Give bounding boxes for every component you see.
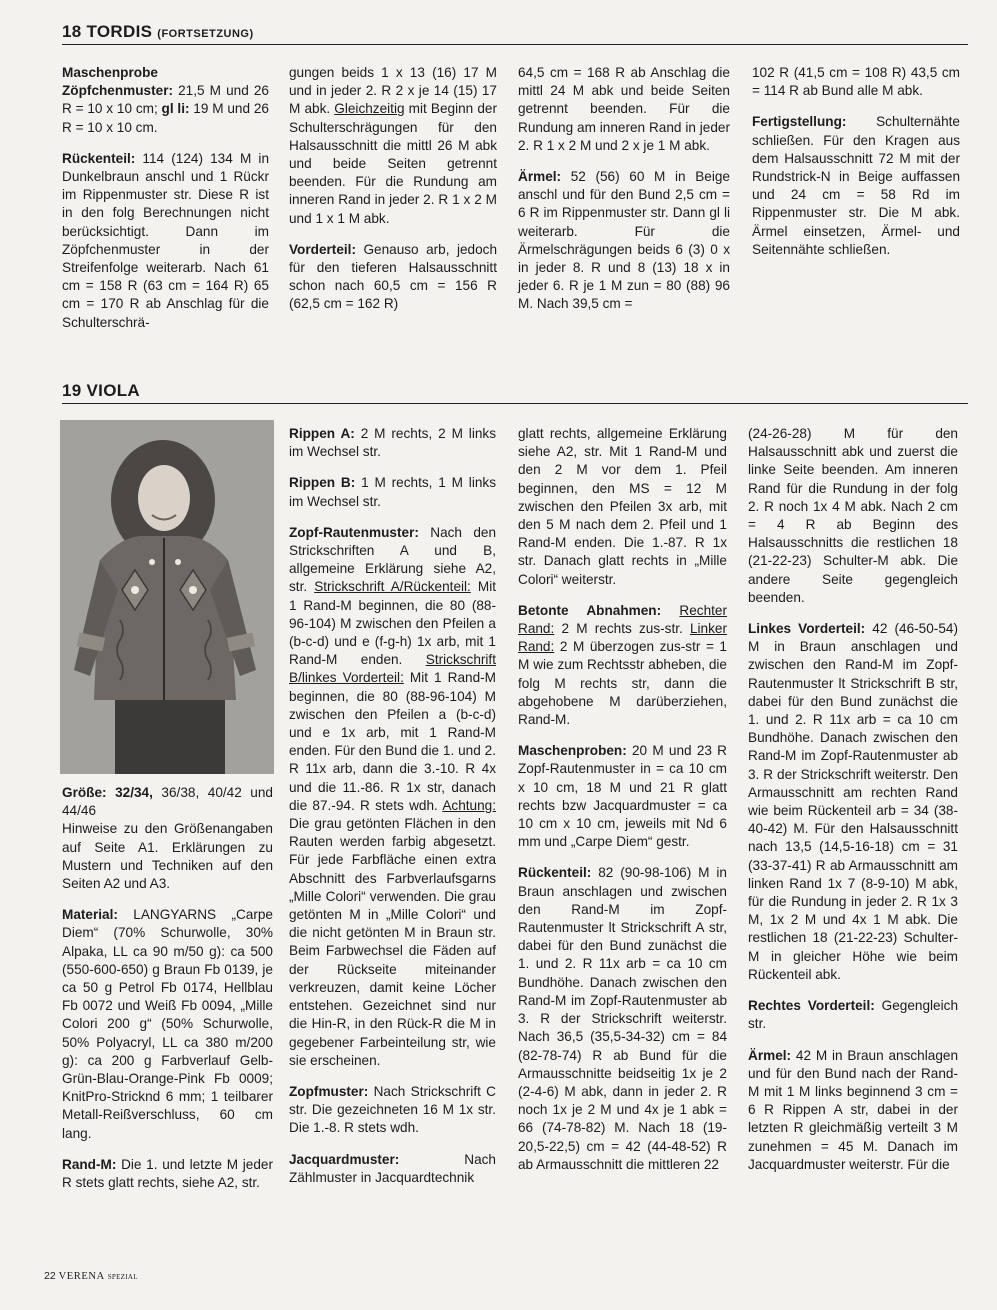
paragraph: Rand-M: Die 1. und letzte M jeder R stets glatt rechts, siehe A2, str. (62, 1156, 273, 1191)
paragraph: Ärmel: 42 M in Braun anschlagen und für den Bund nach der Rand-M mit 1 M links beginnend 3 cm = 6 R Rippen A str, dabei in der letzten R gleichmäßig verteilt 3 M zunehmen = 45 M. Danach im Jacquardmuster weiterstr. Für die (748, 1047, 958, 1172)
section-18-column-1 (62, 64, 269, 332)
paragraph: 64,5 cm = 168 R ab Anschlag die mittl 24 M abk und beide Seiten getrennt beenden. Für die Rundung am inneren Rand in jeder 2. R 1 x 2 M und 2 x je 1 M abk. (518, 65, 730, 153)
paragraph: (24-26-28) M für den Halsausschnitt abk und zuerst die linke Seite beenden. Am inneren Rand für die Rundung in der folg 2. R noch 1x 4 M abk. Nach 2 cm = 4 R ab Beginn des Halsausschnitts die restlichen 18 (21-22-23) Schulter-M abk. Die andere Seite gegengleich beenden. (748, 426, 958, 605)
magazine-special: SPEZIAL (107, 1273, 138, 1281)
page-footer (44, 1270, 138, 1282)
paragraph: Rechtes Vorderteil: Gegengleich str. (748, 998, 958, 1032)
section-19-column-4 (748, 425, 958, 1174)
section-19-title: 19 VIOLA (62, 381, 140, 400)
paragraph: Maschenproben: 20 M und 23 R Zopf-Rautenmuster in = ca 10 cm x 10 cm, 18 M und 21 R glatt rechts bzw Jacquardmuster = ca 10 cm x 10 cm, jeweils mit Nd 6 mm und „Carpe Diem“ gestr. (518, 743, 727, 850)
section-19-column-3 (518, 425, 727, 1174)
magazine-brand: VERENA (58, 1271, 105, 1282)
paragraph: Jacquardmuster: Nach Zählmuster in Jacquardtechnik (289, 1151, 496, 1185)
model-photo (60, 420, 274, 774)
paragraph: Größe: 32/34, 36/38, 40/42 und 44/46 Hinweise zu den Größenangaben auf Seite A1. Erklärungen zu Mustern und Techniken auf den Seiten A2 und A3. (62, 785, 273, 892)
paragraph: Linkes Vorderteil: 42 (46-50-54) M in Braun anschlagen und zwischen den Rand-M im Zopf-Rautenmuster lt Strickschrift B str, dabei für den Bund zunächst die 1. und 2. R 11x arb = ca 10 cm Bundhöhe. Danach zwischen den Rand-M im Zopf-Rautenmuster ab 3. R der Strickschrift weiterstr. Den Armausschnitt am rechten Rand wie beim Rückenteil arb = 34 (38-40-42) M. Für den Halsausschnitt nach 13,5 (14,5-16-18) cm = 31 (33-37-41) R ab Armausschnitt am linken Rand 1x 7 (8-9-10) M abk, für die Rundung in jeder 2. R 1x 3 M, 1x 2 M und 4x 1 M abk. Die restlichen 18 (21-22-23) Schulter-M in gleicher Höhe wie beim Rückenteil abk. (748, 621, 958, 982)
paragraph: Betonte Abnahmen: Rechter Rand: 2 M rechts zus-str. Linker Rand: 2 M überzogen zus-str = 1 M wie zum Rechtsstr abheben, die folg M rechts str, dann die abgehobene M darüberziehen, Rand-M. (518, 602, 727, 728)
paragraph: Rückenteil: 114 (124) 134 M in Dunkelbraun anschl und 1 Rückr im Rippenmuster str. Diese R ist in den folg Berechnungen nicht berücksichtigt. Dann im Zöpfchenmuster in der Streifenfolge weiterarb. Nach 61 cm = 158 R (63 cm = 164 R) 65 cm = 170 R ab Anschlag für die Schulterschrä- (62, 150, 269, 330)
paragraph: Ärmel: 52 (56) 60 M in Beige anschl und für den Bund 2,5 cm = 6 R im Rippenmuster str. Dann gl li weiterarb. Für die Ärmelschrägungen beids 6 (3) 0 x in jeder 8. R und 8 (13) 18 x in jeder 6. R je 1 M zun = 80 (88) 96 M. Nach 39,5 cm = (518, 169, 730, 312)
paragraph: Rippen B: 1 M rechts, 1 M links im Wechsel str. (289, 475, 497, 509)
section-18-column-2 (289, 64, 497, 314)
section-18-column-4 (752, 64, 960, 259)
paragraph: Zopfmuster: Nach Strickschrift C str. Die gezeichneten 16 M 1x str. Die 1.-8. R stets wdh. (289, 1083, 496, 1136)
model-photo-illustration (60, 420, 274, 774)
paragraph: Vorderteil: Genauso arb, jedoch für den tieferen Halsausschnitt schon nach 60,5 cm = 156 R (62,5 cm = 162 R) (289, 241, 497, 312)
paragraph: Material: LANGYARNS „Carpe Diem“ (70% Schurwolle, 30% Alpaka, LL ca 90 m/50 g): ca 500 (550-600-650) g Braun Fb 0139, je ca 50 g Petrol Fb 0174, Hellblau Fb 0072 und Weiß Fb 0094, „Mille Colori 200 g“ (50% Schurwolle, 50% Polyacryl, LL ca 380 m/200 g): ca 200 g Farbverlauf Gelb-Grün-Blau-Orange-Pink Fb 0009; KnitPro-Stricknd 6 mm; 1 teilbarer Metall-Reißverschluss, 60 cm lang. (62, 907, 273, 1141)
section-18-header (62, 22, 968, 45)
section-19-header (62, 381, 968, 404)
paragraph: gungen beids 1 x 13 (16) 17 M und in jeder 2. R 2 x je 14 (15) 17 M abk. Gleichzeitig mit Beginn der Schulterschrägungen für den Halsausschnitt die mittl 26 M abk und beide Seiten getrennt beenden. Für die Rundung am inneren Rand in jeder 2. R 1 x 2 M und 1 x 1 M abk. (289, 65, 497, 226)
page-number: 22 (44, 1270, 56, 1282)
section-19-column-1 (62, 784, 273, 1192)
section-18-column-3 (518, 64, 730, 314)
paragraph: Maschenprobe Zöpfchenmuster: 21,5 M und 26 R = 10 x 10 cm; gl li: 19 M und 26 R = 10 x 10 cm. (62, 65, 269, 135)
paragraph: Rückenteil: 82 (90-98-106) M in Braun anschlagen und zwischen den Rand-M im Zopf-Rautenmuster lt Strickschrift A str, dabei für den Bund zunächst die 1. und 2. R 11x arb = ca 10 cm Bundhöhe. Danach zwischen den Rand-M im Zopf-Rautenmuster ab 3. R der Strickschrift weiterstr. Nach 36,5 (35,5-34-32) cm = 84 (82-78-74) R ab Bund für die Armausschnitte beidseitig 1x je 2 (2-4-6) M abk, dann in jeder 2. R noch 1x je 2 M und 4x je 1 abk = 66 (74-78-82) M. Nach 18 (19-20,5-22,5) cm = 42 (44-48-52) R ab Armausschnitt die mittleren 22 (518, 865, 727, 1172)
paragraph: Zopf-Rautenmuster: Nach den Strickschriften A und B, allgemeine Erklärung siehe A2, str. Strickschrift A/Rückenteil: Mit 1 Rand-M beginnen, die 80 (88-96-104) M zwischen den Pfeilen a (b-c-d) und e (f-g-h) 1x arb, mit 1 Rand-M enden. Strickschrift B/linkes Vorderteil: Mit 1 Rand-M beginnen, die 80 (88-96-104) M zwischen den Pfeilen a (b-c-d) und e 1x arb, mit 1 Rand-M enden. Für den Bund die 1. und 2. R 11x arb, dann die 3.-10. R 4x und die 11.-86. R 1x str, danach die 87.-94. R stets wdh. Achtung: Die grau getönten Flächen in den Rauten werden farbig abgesetzt. Für jede Farbfläche einen extra Abschnitt des Farbverlaufsgarns „Mille Colori“ verwenden. Die grau getönten M in „Mille Colori“ und die nicht getönten M in Braun str. Beim Farbwechsel die Fäden auf der Rückseite miteinander verkreuzen, damit keine Löcher entstehen. Gezeichnet sind nur die Hin-R, in den Rück-R die M in gegebener Farbeinteilung str, wie sie erscheinen. (289, 524, 497, 1068)
paragraph: glatt rechts, allgemeine Erklärung siehe A2, str. Mit 1 Rand-M und den 2 M vor dem 1. Pfeil beginnen, den MS = 12 M zwischen den Pfeilen 3x arb, mit den 5 M nach dem 2. Pfeil und 1 Rand-M enden. Die 1.-87. R 1x str. Danach glatt rechts in „Mille Colori“ weiterstr. (518, 426, 727, 587)
section-19-column-2 (289, 425, 496, 1187)
section-18-title: 18 TORDIS (FORTSETZUNG) (62, 22, 254, 41)
section-18-subtitle: (FORTSETZUNG) (157, 28, 254, 40)
paragraph: 102 R (41,5 cm = 108 R) 43,5 cm = 114 R ab Bund alle M abk. (752, 65, 960, 99)
paragraph: Fertigstellung: Schulternähte schließen. Für den Kragen aus dem Halsausschnitt 72 M mit der Rundstrick-N in Beige auffassen und 24 cm = 58 Rd im Rippenmuster str. Die M abk. Ärmel einsetzen, Ärmel- und Seitennähte schließen. (752, 114, 960, 257)
paragraph: Rippen A: 2 M rechts, 2 M links im Wechsel str. (289, 426, 496, 460)
